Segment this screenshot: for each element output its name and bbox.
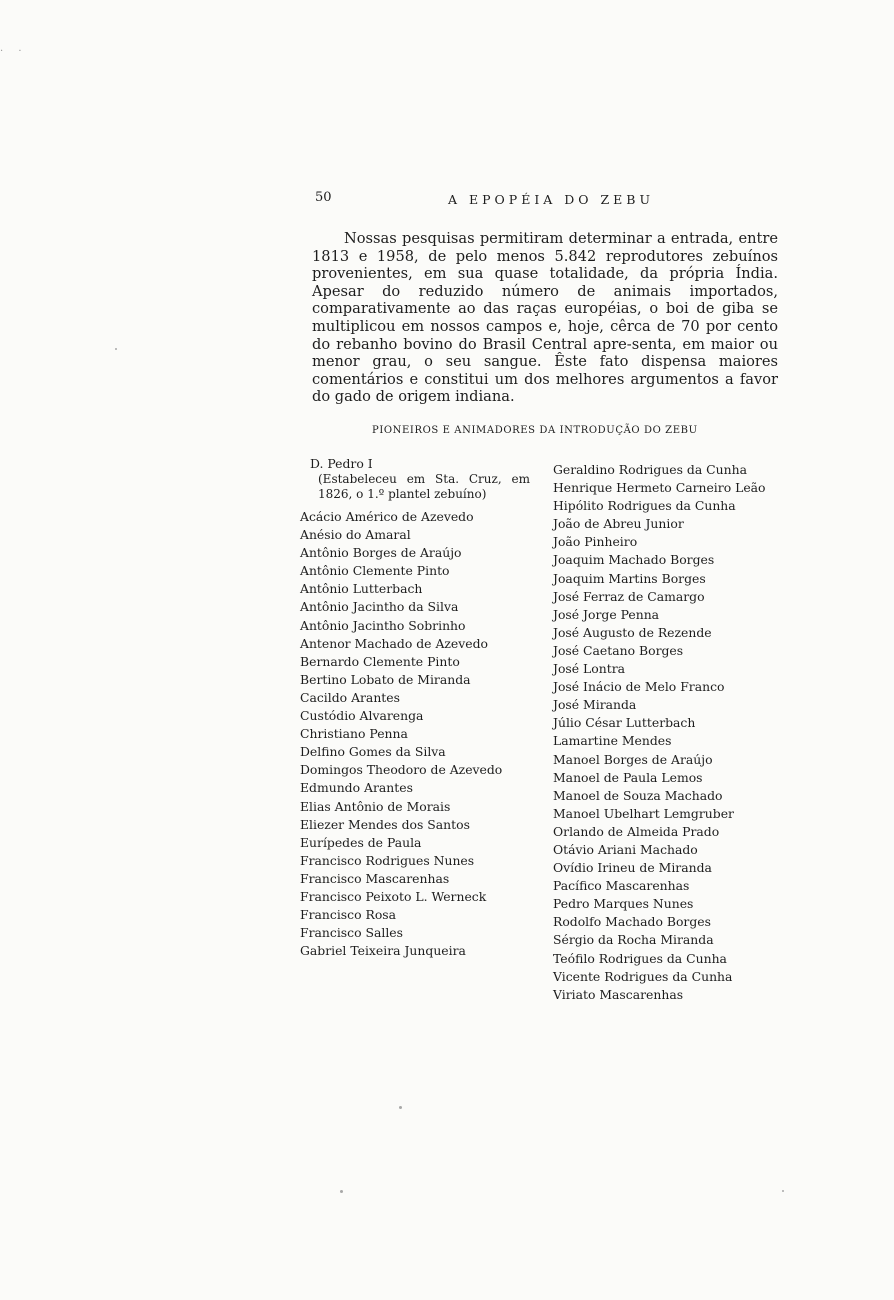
first-entry [310,456,530,501]
name-list-item: José Caetano Borges [553,642,684,658]
name-list-item: Henrique Hermeto Carneiro Leão [553,480,766,496]
name-list-item: Teófilo Rodrigues da Cunha [553,950,727,966]
name-list-item: Orlando de Almeida Prado [553,823,720,839]
scan-speck [399,1106,402,1109]
name-list-item: Antenor Machado de Azevedo [300,635,488,651]
name-list-item: Antônio Jacintho da Silva [300,599,459,615]
name-list-item: Antônio Clemente Pinto [300,563,450,579]
name-list-item: Francisco Rodrigues Nunes [300,852,475,868]
name-list-item: Lamartine Mendes [553,733,672,749]
name-list-item: Manoel Borges de Araújo [553,751,713,767]
scan-speck [340,1190,343,1193]
name-list-item: Manoel de Souza Machado [553,787,723,803]
name-list-item: Pacífico Mascarenhas [553,878,690,894]
name-list-item: Eliezer Mendes dos Santos [300,816,470,832]
name-list-item: Joaquim Machado Borges [553,552,715,568]
name-list-item: Manoel Ubelhart Lemgruber [553,805,734,821]
name-list-item: Delfino Gomes da Silva [300,744,446,760]
name-list-item: Francisco Peixoto L. Werneck [300,888,487,904]
name-list-item: Pedro Marques Nunes [553,896,694,912]
name-list-item: Bernardo Clemente Pinto [300,653,460,669]
page-header [315,190,775,210]
name-list-item: Júlio César Lutterbach [553,715,696,731]
name-list-item: Sérgio da Rocha Miranda [553,932,714,948]
name-list-item: Manoel de Paula Lemos [553,769,703,785]
name-list-item: Acácio Américo de Azevedo [300,509,474,524]
name-list-item: Anésio do Amaral [300,527,411,543]
name-list-item: Francisco Salles [300,925,403,941]
left-name-column [300,508,535,960]
name-list-item: Domingos Theodoro de Azevedo [300,762,503,778]
name-list-item: Custódio Alvarenga [300,708,424,724]
name-list-item: Francisco Mascarenhas [300,870,450,886]
name-list-item: Vicente Rodrigues da Cunha [553,968,733,984]
name-list-item: Hipólito Rodrigues da Cunha [553,498,736,514]
name-list-item: Ovídio Irineu de Miranda [553,860,712,876]
running-title: A EPOPÉIA DO ZEBU [448,192,655,207]
name-list-item: Bertino Lobato de Miranda [300,671,471,687]
section-heading: PIONEIROS E ANIMADORES DA INTRODUÇÃO DO ZEBU [372,425,698,436]
name-list-item: Antônio Jacintho Sobrinho [300,617,466,633]
name-list-item: Gabriel Teixeira Junqueira [300,943,466,959]
name-list-item: Antônio Borges de Araújo [300,545,462,561]
scan-speck [115,348,117,350]
first-entry-note: (Estabeleceu em Sta. Cruz, em 1826, o 1.º plantel zebuíno) [318,472,530,501]
name-list-item: José Augusto de Rezende [553,624,712,640]
scan-speck [782,1190,784,1192]
name-list-item: Rodolfo Machado Borges [553,914,711,930]
page-number: 50 [315,190,332,205]
name-list-item: Antônio Lutterbach [300,581,423,597]
name-list-item: Viriato Mascarenhas [553,986,684,1002]
name-list-item: José Jorge Penna [553,606,660,622]
name-list-item: Eurípedes de Paula [300,834,422,850]
name-list-item: José Miranda [553,697,637,713]
name-list-item: Joaquim Martins Borges [553,570,706,586]
name-list-item: João de Abreu Junior [553,516,684,532]
name-list-item: Edmundo Arantes [300,780,413,796]
name-list-item: Elias Antônio de Morais [300,798,451,814]
name-list-item: Cacildo Arantes [300,689,400,705]
scan-edge-mark: · · [0,46,28,57]
name-list-item: José Lontra [553,661,626,677]
intro-paragraph: Nossas pesquisas permitiram determinar a entrada, entre 1813 e 1958, de pelo menos 5.842 reprodutores zebuínos provenientes, em sua quase totalidade, da própria Índia. Apesar do reduzido número de animais importados, comparativamente ao das raças européias, o boi de giba se multiplicou em nossos campos e, hoje, cêrca de 70 por cento do rebanho bovino do Brasil Central apre-senta, em maior ou menor grau, o seu sangue. Êste fato dispensa maiores comentários e constitui um dos melhores argumentos a favor do gado de origem indiana. [312,230,778,406]
name-list-item: Otávio Ariani Machado [553,841,698,857]
name-list-item: Francisco Rosa [300,907,397,923]
first-entry-name: D. Pedro I [310,456,373,471]
name-list-item: José Inácio de Melo Franco [553,679,725,695]
name-list-item: João Pinheiro [553,534,638,550]
right-name-column [553,461,793,1004]
name-list-item: Geraldino Rodrigues da Cunha [553,462,747,477]
name-list-item: José Ferraz de Camargo [553,588,705,604]
name-list-item: Christiano Penna [300,726,408,742]
